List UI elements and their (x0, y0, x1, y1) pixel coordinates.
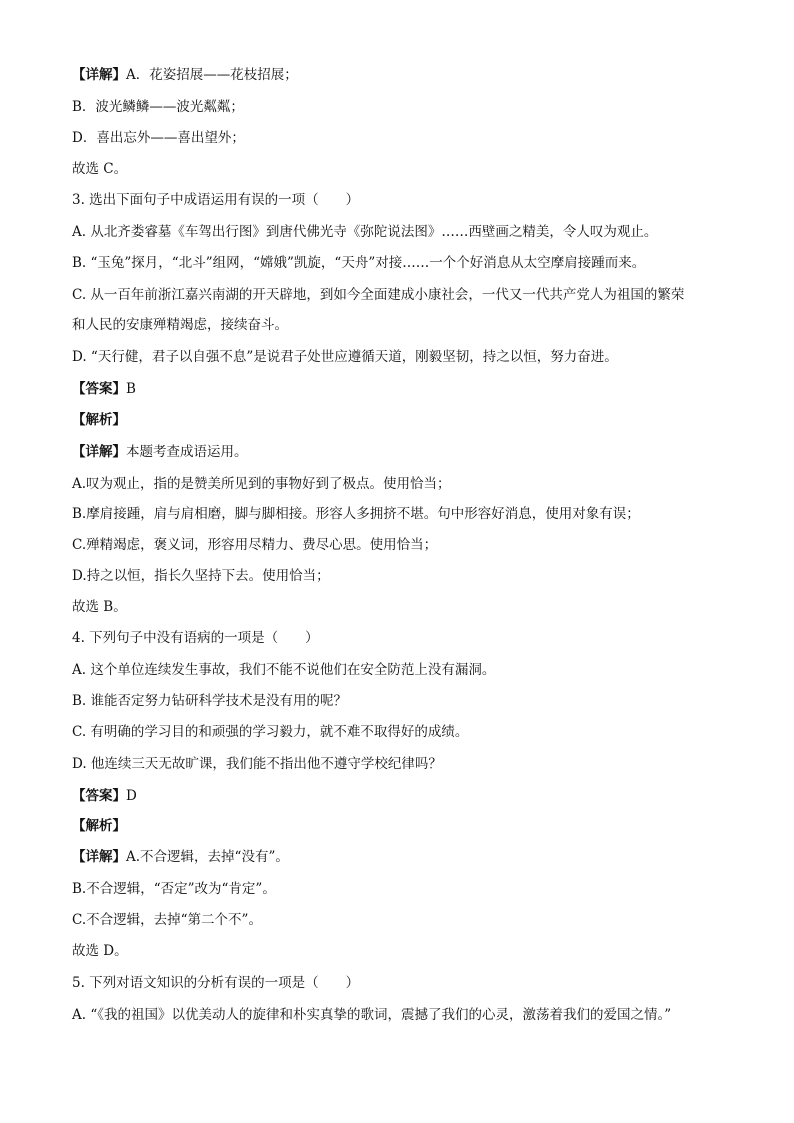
line-text: B. “玉兔”探月，“北斗”组网，“嫦娥”凯旋，“天舟”对接……一个个好消息从太空摩肩接踵而来。 (72, 255, 646, 271)
line-text: D. “天行健，君子以自强不息”是说君子处世应遵循天道，刚毅坚韧，持之以恒，努力奋进。 (72, 349, 618, 365)
line-text: 4. 下列句子中没有语病的一项是（ ） (72, 630, 319, 646)
text-line (72, 475, 732, 493)
line-text: 故选 C。 (72, 161, 128, 177)
text-line (72, 129, 732, 147)
text-line (72, 191, 732, 209)
text-line (72, 1006, 732, 1024)
text-line (72, 942, 732, 960)
line-text: C. 从一百年前浙江嘉兴南湖的开天辟地，到如今全面建成小康社会，一代又一代共产党人为祖国的繁荣 (72, 287, 685, 303)
text-line (72, 817, 732, 835)
line-text: B (126, 381, 136, 397)
line-text: B.不合逻辑，“否定”改为“肯定”。 (72, 881, 276, 897)
line-text: 故选 D。 (72, 943, 128, 959)
text-line (72, 223, 732, 241)
text-line (72, 505, 732, 523)
line-text: 3. 选出下面句子中成语运用有误的一项（ ） (72, 192, 360, 208)
text-line (72, 348, 732, 366)
line-text: A.叹为观止，指的是赞美所见到的事物好到了极点。使用恰当； (72, 476, 451, 492)
text-line (72, 880, 732, 898)
line-text: A. 这个单位连续发生事故，我们不能不说他们在安全防范上没有漏洞。 (72, 662, 496, 678)
text-line (72, 692, 732, 710)
section-label: 【解析】 (72, 412, 126, 428)
text-line (72, 911, 732, 929)
section-label: 【解析】 (72, 818, 126, 834)
line-text: 和人民的安康殚精竭虑，接续奋斗。 (72, 317, 288, 333)
section-label: 【详解】 (72, 444, 126, 460)
text-line (72, 443, 732, 461)
line-text: B.摩肩接踵，肩与肩相磨，脚与脚相接。形容人多拥挤不堪。句中形容好消息，使用对象有误； (72, 506, 640, 522)
text-line (72, 567, 732, 585)
line-text: 故选 B。 (72, 599, 127, 615)
line-text: A. “《我的祖国》以优美动人的旋律和朴实真挚的歌词，震撼了我们的心灵，激荡着我们的爱国之情。” (72, 1007, 672, 1023)
line-text: 5. 下列对语文知识的分析有误的一项是（ ） (72, 975, 360, 991)
section-label: 【详解】 (72, 849, 126, 865)
text-line (72, 411, 732, 429)
line-text: B．波光鳞鳞——波光粼粼； (72, 99, 244, 115)
section-label: 【答案】 (72, 381, 126, 397)
section-label: 【详解】 (72, 67, 126, 83)
line-text: B. 谁能否定努力钻研科学技术是没有用的呢？ (72, 693, 348, 709)
text-line (72, 661, 732, 679)
line-text: D.持之以恒，指长久坚持下去。使用恰当； (72, 568, 330, 584)
text-line (72, 316, 732, 334)
line-text: C.不合逻辑，去掉“第二个不”。 (72, 912, 262, 928)
text-line (72, 98, 732, 116)
line-text: A. 从北齐娄睿墓《车驾出行图》到唐代佛光寺《弥陀说法图》……西壁画之精美，令人叹为观止。 (72, 224, 658, 240)
line-text: D (126, 788, 137, 804)
line-text: C. 有明确的学习目的和顽强的学习毅力，就不难不取得好的成绩。 (72, 724, 469, 740)
line-text: 本题考查成语运用。 (126, 444, 248, 460)
text-line (72, 380, 732, 398)
section-label: 【答案】 (72, 788, 126, 804)
text-line (72, 598, 732, 616)
text-line (72, 848, 732, 866)
text-line (72, 254, 732, 272)
line-text: D．喜出忘外——喜出望外； (72, 130, 245, 146)
text-line (72, 755, 732, 773)
line-text: D. 他连续三天无故旷课，我们能不指出他不遵守学校纪律吗？ (72, 756, 442, 772)
text-line (72, 160, 732, 178)
line-text: A．花姿招展——花枝招展； (126, 67, 298, 83)
text-line (72, 787, 732, 805)
text-line (72, 974, 732, 992)
line-text: C.殚精竭虑，褒义词，形容用尽精力、费尽心思。使用恰当； (72, 537, 438, 553)
line-text: A.不合逻辑，去掉“没有”。 (126, 849, 289, 865)
text-line (72, 286, 732, 304)
text-line (72, 723, 732, 741)
text-line (72, 66, 732, 84)
text-line (72, 536, 732, 554)
text-line (72, 629, 732, 647)
